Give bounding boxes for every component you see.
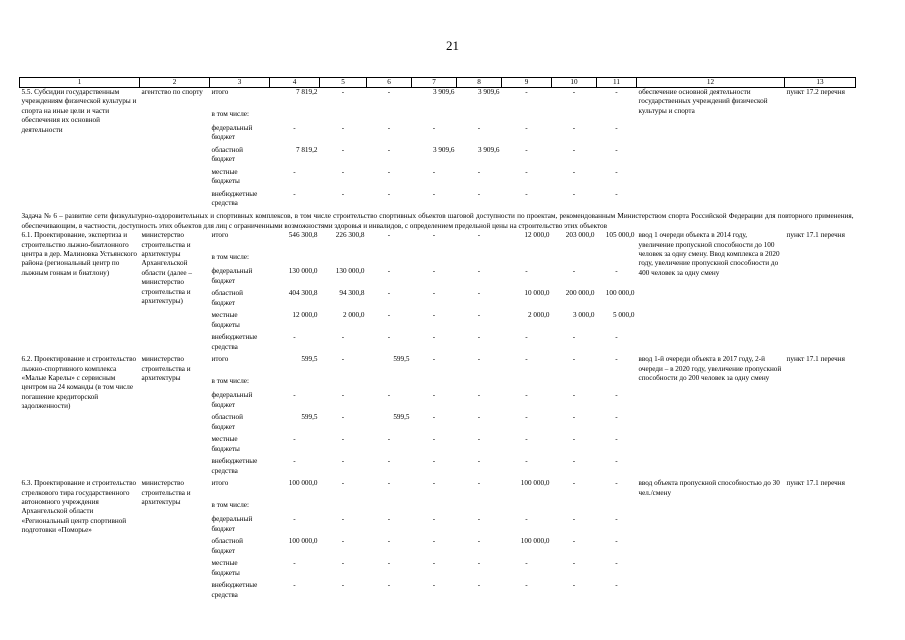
funding-value: - — [615, 267, 618, 276]
funding-value: - — [432, 190, 436, 198]
funding-value: - — [432, 168, 436, 176]
program-table — [19, 77, 856, 603]
column-number-11: 11 — [597, 78, 637, 88]
funding-value — [320, 377, 367, 391]
funding-value — [552, 501, 597, 515]
funding-value: - — [477, 457, 481, 466]
funding-source-label: в том числе: — [211, 110, 249, 118]
funding-source-label: областной бюджет — [211, 537, 243, 555]
funding-value: - — [341, 479, 345, 488]
funding-value: - — [432, 515, 436, 524]
funding-value: 546 300,8 — [288, 231, 318, 240]
funding-value — [552, 253, 597, 267]
funding-value: - — [387, 190, 391, 198]
funding-value: - — [341, 168, 345, 176]
funding-value — [320, 501, 367, 515]
funding-value — [502, 110, 552, 124]
funding-source-label: внебюджетные средства — [211, 457, 258, 475]
funding-value: - — [525, 168, 528, 176]
funding-value: - — [525, 124, 528, 132]
funding-value: - — [477, 267, 481, 276]
column-number-9: 9 — [502, 78, 552, 88]
funding-value: - — [432, 435, 436, 444]
table-row — [20, 355, 856, 377]
funding-value: - — [572, 435, 576, 444]
funding-value: - — [615, 537, 618, 546]
funding-value: - — [387, 457, 391, 466]
funding-value: - — [387, 515, 391, 524]
funding-value — [270, 501, 320, 515]
funding-source-label: местные бюджеты — [211, 435, 240, 453]
funding-value: - — [572, 559, 576, 568]
funding-value: 203 000,0 — [565, 231, 595, 240]
funding-value: - — [615, 391, 618, 400]
funding-value: - — [572, 515, 576, 524]
funding-value: - — [477, 515, 481, 524]
funding-value: - — [293, 435, 296, 444]
funding-value: - — [572, 581, 576, 590]
column-number-4: 4 — [270, 78, 320, 88]
funding-value: - — [615, 479, 618, 488]
funding-value — [457, 110, 502, 124]
funding-value: - — [341, 391, 345, 400]
expected-result: ввод объекта пропускной способностью до 30 чел./смену — [638, 479, 780, 497]
funding-value: 94 300,8 — [339, 289, 365, 298]
funding-value: - — [525, 515, 528, 524]
funding-source-label: в том числе: — [211, 253, 249, 262]
funding-value — [597, 110, 637, 124]
funding-value: - — [293, 391, 296, 400]
funding-value: - — [387, 311, 391, 320]
funding-value: - — [477, 435, 481, 444]
funding-source-label: федеральный бюджет — [211, 391, 253, 409]
funding-value — [457, 253, 502, 267]
funding-value: - — [525, 267, 528, 276]
funding-value: - — [477, 355, 481, 364]
funding-value: - — [525, 88, 528, 96]
funding-value: - — [572, 479, 576, 488]
funding-value: - — [387, 267, 391, 276]
funding-value: - — [477, 479, 481, 488]
column-number-5: 5 — [320, 78, 367, 88]
funding-value: - — [615, 457, 618, 466]
funding-value: - — [477, 311, 481, 320]
funding-value: - — [615, 168, 618, 176]
funding-value: 7 819,2 — [295, 88, 318, 96]
funding-value: 7 819,2 — [295, 146, 318, 154]
funding-value: - — [477, 413, 481, 422]
funding-value: - — [341, 190, 345, 198]
column-number-1: 1 — [20, 78, 140, 88]
funding-value: - — [341, 457, 345, 466]
funding-value — [597, 377, 637, 391]
reference-cell: пункт 17.2 перечня — [786, 88, 845, 96]
funding-value: - — [341, 333, 345, 342]
funding-value: 105 000,0 — [605, 231, 635, 240]
funding-value: - — [387, 146, 391, 154]
funding-value: 226 300,8 — [335, 231, 365, 240]
funding-source-label: местные бюджеты — [211, 311, 240, 329]
funding-value: - — [341, 435, 345, 444]
page-number: 21 — [446, 38, 459, 53]
table-row — [20, 231, 856, 253]
funding-value: - — [615, 559, 618, 568]
column-number-12: 12 — [637, 78, 785, 88]
funding-value: - — [525, 457, 528, 466]
funding-value: - — [387, 537, 391, 546]
funding-value: - — [477, 124, 481, 132]
funding-value: - — [477, 537, 481, 546]
funding-value: 130 000,0 — [335, 267, 365, 276]
funding-value: - — [387, 435, 391, 444]
funding-value — [597, 253, 637, 267]
funding-value: - — [387, 391, 391, 400]
funding-value: - — [572, 413, 576, 422]
task-heading: Задача № 6 – развитие сети физкультурно-оздоровительных и спортивных комплексов, в том числе строительство спортивных объектов шаговой доступности по проектам, рекомендованным Министерством спорта Российской Федерации для повторного применения, обеспечивающим, в частности, доступность этих объектов для лиц с ограниченными возможностями здоровья и инвалидов, с определением предельной цены на строительство этих объектов — [21, 212, 854, 230]
funding-value: 100 000,0 — [520, 479, 550, 488]
funding-value: 599,5 — [393, 355, 410, 364]
funding-source-label: внебюджетные средства — [211, 190, 258, 208]
funding-value: - — [432, 333, 436, 342]
funding-value — [552, 377, 597, 391]
funding-value: - — [525, 435, 528, 444]
funding-value — [552, 110, 597, 124]
funding-source-label: в том числе: — [211, 377, 249, 386]
funding-value: - — [615, 333, 618, 342]
funding-value: 5 000,0 — [612, 311, 635, 320]
funding-value: 12 000,0 — [292, 311, 318, 320]
funding-source-label: внебюджетные средства — [211, 581, 258, 599]
funding-source-label: федеральный бюджет — [211, 267, 253, 285]
funding-value: - — [572, 88, 576, 96]
funding-value — [270, 110, 320, 124]
funding-value: - — [341, 537, 345, 546]
funding-value: - — [572, 146, 576, 154]
funding-value — [367, 377, 412, 391]
funding-value: - — [477, 231, 481, 240]
funding-value: - — [477, 581, 481, 590]
funding-source-label: областной бюджет — [211, 146, 243, 164]
funding-value — [457, 501, 502, 515]
funding-value: 10 000,0 — [524, 289, 550, 298]
funding-source-label: итого — [211, 479, 229, 488]
funding-value: - — [293, 168, 296, 176]
funding-value: - — [387, 581, 391, 590]
column-number-2: 2 — [140, 78, 210, 88]
funding-value: 100 000,0 — [288, 537, 318, 546]
column-number-13: 13 — [785, 78, 856, 88]
table-row — [20, 88, 856, 111]
funding-value — [502, 377, 552, 391]
funding-value: - — [572, 190, 576, 198]
funding-value: 3 909,6 — [432, 146, 455, 154]
column-number-row — [20, 78, 856, 88]
funding-source-label: итого — [211, 355, 229, 364]
expected-result: ввод 1 очереди объекта в 2014 году, увеличение пропускной способности до 100 человек за одну смену. Ввод комплекса в 2020 году, увеличение пропускной способности до 400 человек за одну смену — [638, 231, 780, 277]
funding-value: - — [525, 146, 528, 154]
funding-value: - — [432, 559, 436, 568]
funding-value: - — [432, 581, 436, 590]
funding-value: - — [387, 479, 391, 488]
executor-cell: министерство строительства и архитектуры Архангельской области (далее – министерство строительства и архитектуры) — [141, 231, 192, 306]
funding-value: - — [387, 231, 391, 240]
funding-value: 100 000,0 — [520, 537, 550, 546]
expected-result: обеспечение основной деятельности государственных учреждений физической культуры и спорта — [638, 88, 768, 115]
funding-value: - — [341, 124, 345, 132]
funding-value: - — [432, 289, 436, 298]
funding-value: - — [387, 88, 391, 96]
funding-value: - — [525, 391, 528, 400]
funding-value: 599,5 — [393, 413, 410, 422]
funding-value — [367, 110, 412, 124]
funding-value: - — [572, 168, 576, 176]
reference-cell: пункт 17.1 перечня — [786, 355, 845, 364]
funding-value: - — [293, 124, 296, 132]
funding-value — [367, 501, 412, 515]
funding-value: - — [615, 88, 618, 96]
funding-value: - — [572, 355, 576, 364]
reference-cell: пункт 17.1 перечня — [786, 479, 845, 488]
funding-value: - — [525, 413, 528, 422]
funding-value: - — [341, 146, 345, 154]
funding-source-label: федеральный бюджет — [211, 515, 253, 533]
funding-value: 2 000,0 — [342, 311, 365, 320]
funding-value: 100 000,0 — [605, 289, 635, 298]
funding-value: - — [432, 391, 436, 400]
table-row — [20, 479, 856, 501]
task-row — [20, 212, 856, 231]
column-number-6: 6 — [367, 78, 412, 88]
funding-value: - — [615, 413, 618, 422]
funding-source-label: итого — [211, 88, 229, 96]
executor-cell: агентство по спорту — [141, 88, 203, 96]
funding-value: - — [341, 88, 345, 96]
funding-value — [457, 377, 502, 391]
funding-value: - — [477, 559, 481, 568]
funding-value — [412, 110, 457, 124]
funding-value: 2 000,0 — [527, 311, 550, 320]
funding-value: - — [341, 355, 345, 364]
funding-value: - — [293, 559, 296, 568]
funding-value — [502, 501, 552, 515]
funding-value: - — [525, 581, 528, 590]
funding-value: - — [477, 190, 481, 198]
funding-value — [320, 253, 367, 267]
funding-value: - — [572, 391, 576, 400]
funding-value: - — [477, 333, 481, 342]
funding-source-label: в том числе: — [211, 501, 249, 510]
funding-value: - — [432, 413, 436, 422]
funding-value — [412, 501, 457, 515]
funding-value: - — [387, 559, 391, 568]
funding-value: - — [341, 515, 345, 524]
funding-value: - — [432, 311, 436, 320]
funding-value: 3 909,6 — [477, 88, 500, 96]
funding-value: - — [432, 479, 436, 488]
funding-value: - — [572, 333, 576, 342]
funding-value: - — [572, 537, 576, 546]
funding-value: - — [293, 190, 296, 198]
funding-source-label: местные бюджеты — [211, 559, 240, 577]
executor-cell: министерство строительства и архитектуры — [141, 355, 191, 382]
funding-value — [270, 253, 320, 267]
funding-value: - — [525, 559, 528, 568]
funding-value: - — [615, 581, 618, 590]
column-number-7: 7 — [412, 78, 457, 88]
funding-value: 12 000,0 — [524, 231, 550, 240]
funding-value — [412, 377, 457, 391]
funding-value: - — [525, 333, 528, 342]
funding-value: 100 000,0 — [288, 479, 318, 488]
funding-value: - — [615, 190, 618, 198]
funding-value: - — [293, 515, 296, 524]
funding-value: 3 909,6 — [432, 88, 455, 96]
funding-value: - — [293, 457, 296, 466]
funding-value: 404 300,8 — [288, 289, 318, 298]
funding-value: - — [615, 146, 618, 154]
funding-value: - — [615, 435, 618, 444]
funding-value: - — [387, 289, 391, 298]
funding-value: - — [615, 355, 618, 364]
funding-value: - — [477, 168, 481, 176]
measure-title: 5.5. Субсидии государственным учреждениям физической культуры и спорта на иные цели и части обеспечения их основной деятельности — [21, 88, 137, 134]
funding-value: 599,5 — [301, 355, 318, 364]
funding-value: - — [432, 231, 436, 240]
funding-value — [270, 377, 320, 391]
measure-title: 6.1. Проектирование, экспертиза и строительство лыжно-биатлонного центра в дер. Малиновка Устьянского района (региональный центр по лыжным гонкам и биатлону) — [21, 231, 137, 277]
reference-cell: пункт 17.1 перечня — [786, 231, 845, 240]
funding-value — [502, 253, 552, 267]
funding-value: 200 000,0 — [565, 289, 595, 298]
measure-title: 6.2. Проектирование и строительство лыжно-спортивного комплекса «Малые Карелы» с сервисным центром на 24 команды (в том числе погашение кредиторской задолженности) — [21, 355, 137, 411]
funding-value: - — [341, 581, 345, 590]
funding-value: - — [432, 267, 436, 276]
executor-cell: министерство строительства и архитектуры — [141, 479, 191, 506]
column-number-8: 8 — [457, 78, 502, 88]
funding-value — [597, 501, 637, 515]
funding-value: - — [615, 515, 618, 524]
funding-value: - — [387, 124, 391, 132]
column-number-3: 3 — [210, 78, 270, 88]
funding-value: - — [477, 289, 481, 298]
funding-value: - — [525, 355, 528, 364]
funding-value: - — [572, 457, 576, 466]
funding-value: - — [615, 124, 618, 132]
funding-source-label: федеральный бюджет — [211, 124, 253, 142]
column-number-10: 10 — [552, 78, 597, 88]
funding-value: 3 909,6 — [477, 146, 500, 154]
funding-value: - — [387, 333, 391, 342]
funding-value: - — [387, 168, 391, 176]
funding-source-label: внебюджетные средства — [211, 333, 258, 351]
funding-value: - — [341, 413, 345, 422]
funding-value: - — [477, 391, 481, 400]
expected-result: ввод 1-й очереди объекта в 2017 году, 2-й очереди – в 2020 году, увеличение пропускной способности до 200 человек за одну смену — [638, 355, 782, 382]
funding-value: 3 000,0 — [572, 311, 595, 320]
funding-source-label: областной бюджет — [211, 413, 243, 431]
funding-source-label: местные бюджеты — [211, 168, 240, 186]
funding-value — [320, 110, 367, 124]
funding-value: 130 000,0 — [288, 267, 318, 276]
funding-value: - — [525, 190, 528, 198]
funding-source-label: областной бюджет — [211, 289, 243, 307]
measure-title: 6.3. Проектирование и строительство стрелкового тира государственного автономного учреждения Архангельской области «Региональный центр спортивной подготовки «Поморье» — [21, 479, 137, 535]
funding-value: - — [293, 581, 296, 590]
funding-value: - — [572, 267, 576, 276]
funding-value: - — [432, 457, 436, 466]
funding-value: - — [341, 559, 345, 568]
funding-value: - — [432, 355, 436, 364]
funding-value: - — [432, 124, 436, 132]
funding-value: 599,5 — [301, 413, 318, 422]
funding-value: - — [572, 124, 576, 132]
funding-value: - — [432, 537, 436, 546]
funding-value: - — [293, 333, 296, 342]
funding-source-label: итого — [211, 231, 229, 240]
funding-value — [367, 253, 412, 267]
funding-value — [412, 253, 457, 267]
